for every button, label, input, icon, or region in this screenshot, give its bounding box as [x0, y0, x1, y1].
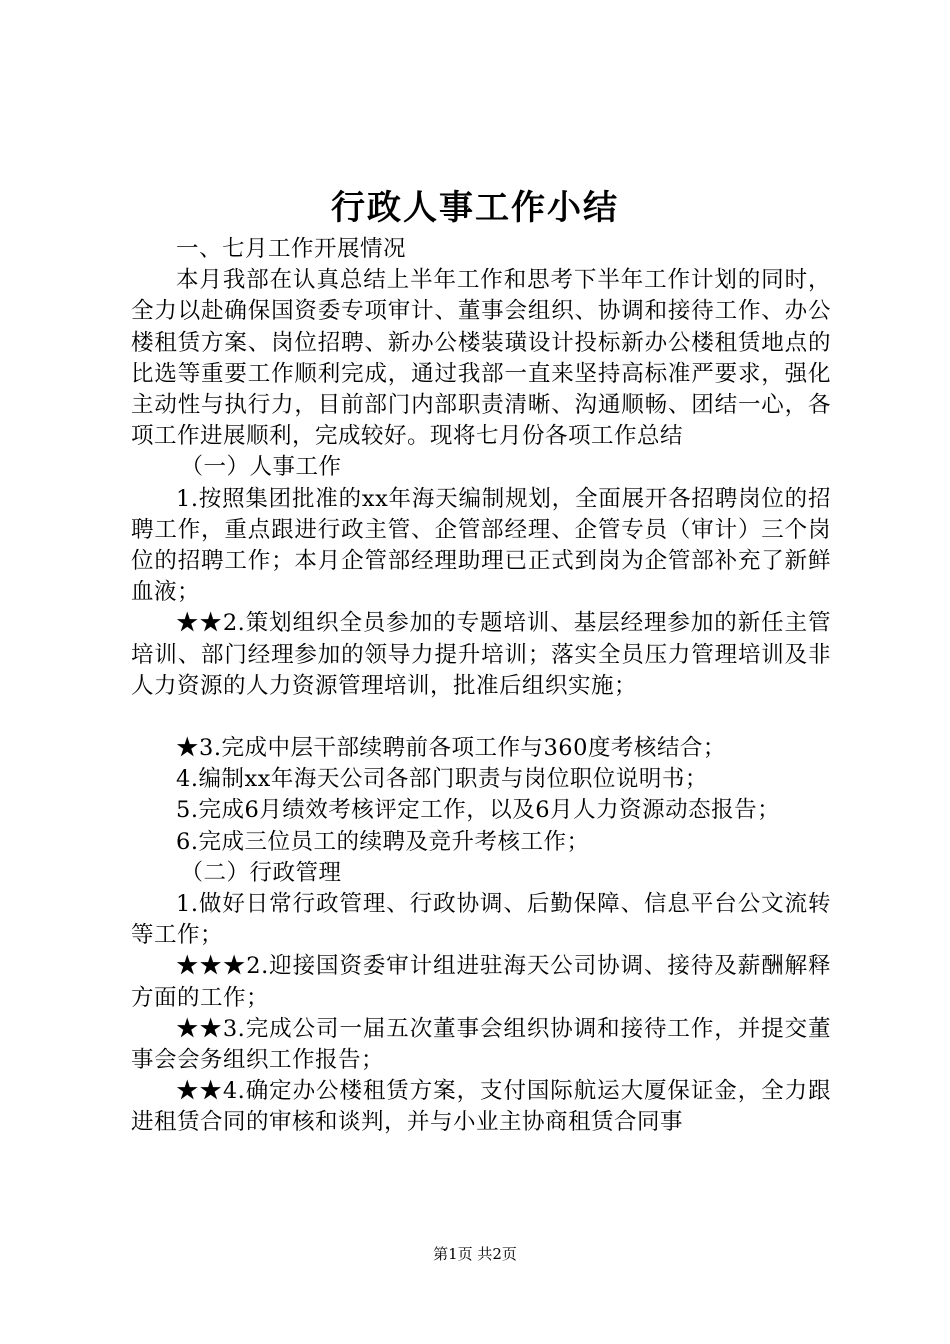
page-footer: 第1页 共2页 — [433, 1245, 517, 1263]
hr-item-4: 4.编制xx年海天公司各部门职责与岗位职位说明书； — [176, 766, 708, 793]
intro-paragraph: 本月我部在认真总结上半年工作和思考下半年工作计划的同时，全力以赴确保国资委专项审计、董事会组织、协调和接待工作、办公楼租赁方案、岗位招聘、新办公楼装璜设计投标新办公楼租赁地点的比选等重要工作顺利完成，通过我部一直来坚持高标准严要求，强化主动性与执行力，目前部门内部职责清晰、沟通顺畅、团结一心，各项工作进展顺利，完成较好。现将七月份各项工作总结 — [131, 267, 831, 450]
section-heading: 一、七月工作开展情况 — [176, 236, 407, 262]
document-body — [131, 234, 831, 1139]
hr-item-2: ★★2.策划组织全员参加的专题培训、基层经理参加的新任主管培训、部门经理参加的领导力提升培训；落实全员压力管理培训及非人力资源的人力资源管理培训，批准后组织实施； — [131, 610, 831, 699]
subsection-heading-admin: （二）行政管理 — [180, 859, 342, 886]
hr-item-6: 6.完成三位员工的续聘及竞升考核工作； — [176, 828, 590, 855]
hr-item-3: ★3.完成中层干部续聘前各项工作与360度考核结合； — [176, 735, 726, 762]
admin-item-3: ★★3.完成公司一届五次董事会组织协调和接待工作，并提交董事会会务组织工作报告； — [131, 1015, 831, 1074]
admin-item-4: ★★4.确定办公楼租赁方案，支付国际航运大厦保证金，全力跟进租赁合同的审核和谈判，并与小业主协商租赁合同事 — [131, 1078, 831, 1136]
hr-item-1: 1.按照集团批准的xx年海天编制规划，全面展开各招聘岗位的招聘工作，重点跟进行政主管、企管部经理、企管专员（审计）三个岗位的招聘工作；本月企管部经理助理已正式到岗为企管部补充了新鲜血液； — [131, 485, 831, 606]
subsection-heading-hr: （一）人事工作 — [180, 454, 342, 481]
hr-item-5: 5.完成6月绩效考核评定工作，以及6月人力资源动态报告； — [176, 797, 781, 824]
admin-item-2: ★★★2.迎接国资委审计组进驻海天公司协调、接待及薪酬解释方面的工作； — [131, 953, 831, 1011]
document-title: 行政人事工作小结 — [331, 188, 619, 228]
paragraph-gap — [131, 702, 831, 733]
admin-item-1: 1.做好日常行政管理、行政协调、后勤保障、信息平台公文流转等工作； — [131, 891, 831, 949]
